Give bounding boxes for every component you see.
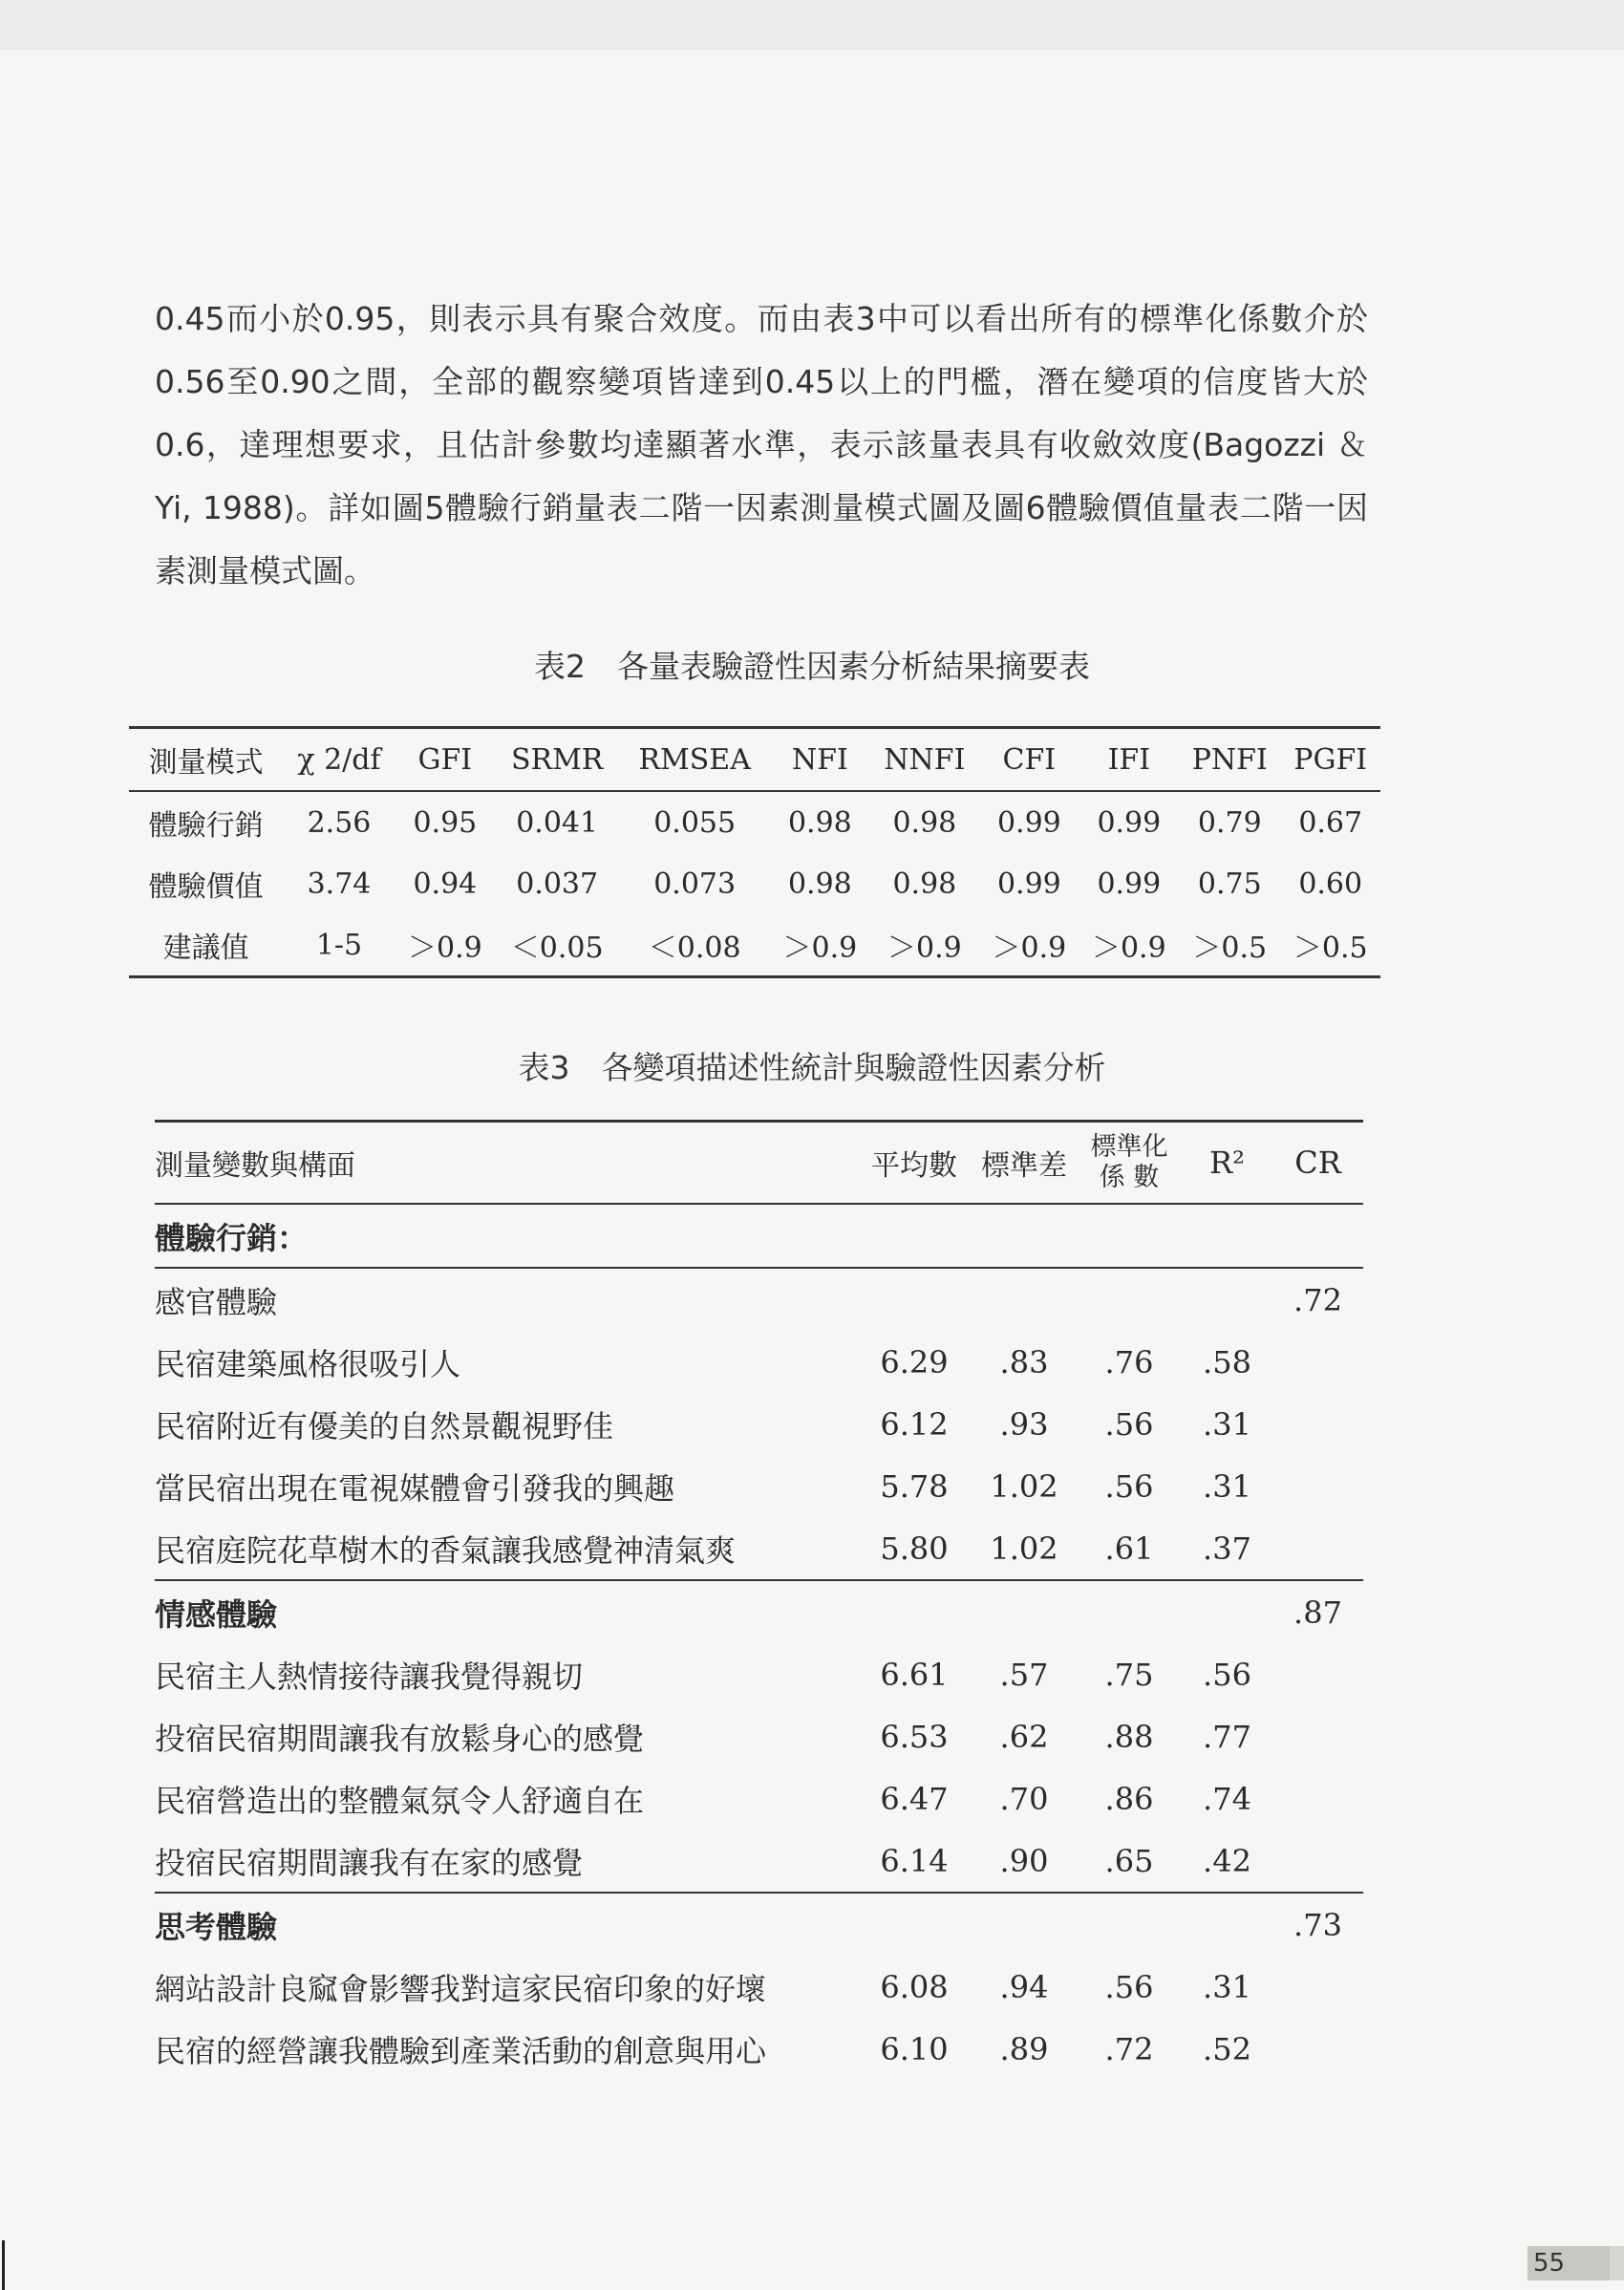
table3-row [155, 2018, 1363, 2080]
table3-row [155, 1268, 1363, 1331]
table3-cell-r2: .42 [1203, 1842, 1251, 1879]
table3-cell-std: .76 [1104, 1343, 1154, 1380]
table3-cell-mean: 6.12 [880, 1405, 949, 1443]
table3-row [155, 1767, 1363, 1830]
table3-cell-cr: .72 [1293, 1281, 1342, 1318]
table3-section-row [155, 1580, 1363, 1643]
table2-cell: ＞0.9 [887, 931, 962, 965]
table3-cell-name: 感官體驗 [155, 1283, 278, 1320]
table3-caption: 表3 各變項描述性統計與驗證性因素分析 [518, 1049, 1106, 1086]
table3-header-cr: CR [1272, 1122, 1363, 1205]
scan-edge-mark [2, 2240, 5, 2290]
table3-cell-std [1077, 1893, 1182, 1956]
table3-header-sd: 標準差 [972, 1122, 1077, 1205]
table3-cell-sd: .93 [999, 1405, 1049, 1443]
table2-cell: ＜0.05 [510, 931, 604, 965]
table2-cell: 0.99 [996, 867, 1061, 901]
table2-cell: ＜0.08 [648, 931, 741, 965]
table2-row-label: 體驗行銷 [148, 809, 264, 843]
table3-cell-std: .61 [1104, 1530, 1154, 1567]
table3-header-std [1077, 1122, 1182, 1205]
table3-cell-name: 當民宿出現在電視媒體會引發我的興趣 [155, 1469, 675, 1507]
table3-cell-mean: 6.14 [880, 1842, 949, 1879]
table3-cell-sd [972, 1204, 1077, 1268]
table3-row [155, 1331, 1363, 1393]
table2-cell: 0.055 [653, 805, 737, 840]
table3-cell-std [1077, 1268, 1182, 1331]
table2-header-pgfi: PGFI [1280, 728, 1380, 792]
table2-caption: 表2 各量表驗證性因素分析結果摘要表 [534, 648, 1090, 685]
table2-cell: ＞0.5 [1192, 931, 1268, 965]
table2-cell: 0.95 [413, 805, 478, 840]
table2-header-srmr: SRMR [495, 728, 619, 792]
table3-cell-cr [1272, 1956, 1363, 2018]
table3-cell-sd: .94 [999, 1968, 1049, 2005]
table2 [129, 726, 1380, 978]
table3-cell-mean: 6.29 [880, 1343, 949, 1380]
table2-header-cfi: CFI [979, 728, 1079, 792]
table2-cell: 0.99 [1097, 805, 1162, 840]
body-paragraph: 0.45而小於0.95，則表示具有聚合效度。而由表3中可以看出所有的標準化係數介於0.56至0.90之間，全部的觀察變項皆達到0.45以上的門檻，潛在變項的信度皆大於0.6，達理想要求，且估計參數均達顯著水準，表示該量表具有收斂效度(Bagozzi ＆ Yi, 1988)。詳如圖5體驗行銷量表二階一因素測量模式圖及圖6體驗價值量表二階一因素測量模式圖。 [155, 300, 1368, 589]
table3-cell-r2 [1182, 1580, 1272, 1643]
table3-header-name: 測量變數與構面 [155, 1122, 857, 1205]
table3-section-row [155, 1204, 1363, 1268]
page-number-tab [1610, 2246, 1624, 2280]
table3-row [155, 1830, 1363, 1893]
table3-cell-cr [1272, 1705, 1363, 1767]
table2-header-pnfi: PNFI [1179, 728, 1280, 792]
table2-header-nfi: NFI [770, 728, 869, 792]
table2-cell: 0.98 [787, 805, 852, 840]
table2-row [129, 791, 1380, 853]
table2-cell: ＞0.9 [407, 931, 482, 965]
table3-cell-mean: 6.61 [880, 1656, 949, 1693]
table2-cell: 0.98 [892, 867, 957, 901]
table2-cell: 0.99 [1097, 867, 1162, 901]
table3-cell-name: 民宿營造出的整體氣氛令人舒適自在 [155, 1782, 645, 1819]
table2-cell: 0.073 [653, 867, 737, 901]
table3-cell-cr [1272, 1393, 1363, 1455]
table3-cell-sd [972, 1893, 1077, 1956]
table3-cell-sd: 1.02 [990, 1530, 1058, 1567]
table3-cell-cr [1272, 2018, 1363, 2080]
table3-cell-name: 民宿附近有優美的自然景觀視野佳 [155, 1407, 614, 1445]
table3-cell-sd: 1.02 [990, 1467, 1058, 1505]
table3-cell-name: 思考體驗 [155, 1893, 857, 1956]
table3-cell-r2 [1182, 1204, 1272, 1268]
table3-cell-sd: .70 [999, 1780, 1049, 1817]
table3-cell-std: .56 [1104, 1467, 1154, 1505]
table3-cell-r2: .37 [1203, 1530, 1251, 1567]
table2-header-rmsea: RMSEA [619, 728, 770, 792]
table3-cell-sd [972, 1268, 1077, 1331]
table3-cell-cr [1272, 1331, 1363, 1393]
table3-cell-std: .75 [1104, 1656, 1154, 1693]
table3-cell-std: .56 [1104, 1405, 1154, 1443]
table3-cell-cr [1272, 1204, 1363, 1268]
table3-cell-r2: .31 [1203, 1405, 1251, 1443]
table3-row [155, 1455, 1363, 1517]
table3-row [155, 1393, 1363, 1455]
table3-cell-r2 [1182, 1893, 1272, 1956]
table3-cell-name: 網站設計良窳會影響我對這家民宿印象的好壞 [155, 1970, 767, 2007]
table2-cell: 3.74 [307, 867, 372, 901]
table3-row [155, 1956, 1363, 2018]
table2-cell: ＞0.5 [1293, 931, 1368, 965]
table3-cell-name: 民宿的經營讓我體驗到產業活動的創意與用心 [155, 2032, 767, 2069]
table3-cell-sd: .89 [999, 2030, 1049, 2067]
table3-cell-mean: 6.47 [880, 1780, 949, 1817]
table3-cell-cr [1272, 1643, 1363, 1705]
table3-cell-r2: .58 [1203, 1343, 1251, 1380]
table3-cell-r2: .31 [1203, 1467, 1251, 1505]
table3-cell-mean: 5.80 [880, 1530, 949, 1567]
table3-header-r2: R² [1182, 1122, 1272, 1205]
table3-cell-name: 民宿主人熱情接待讓我覺得親切 [155, 1658, 584, 1695]
table2-cell: 2.56 [307, 805, 372, 840]
table3-cell-r2: .77 [1203, 1718, 1251, 1755]
table2-cell: 0.79 [1197, 805, 1262, 840]
table2-cell: 0.98 [892, 805, 957, 840]
table3-cell-mean: 5.78 [880, 1467, 949, 1505]
table3-section-row [155, 1893, 1363, 1956]
table3-cell-mean: 6.08 [880, 1968, 949, 2005]
table2-cell: 0.94 [413, 867, 478, 901]
table3-cell-name: 投宿民宿期間讓我有在家的感覺 [155, 1844, 584, 1881]
table3-cell-std: .86 [1104, 1780, 1154, 1817]
table3-cell-cr [1272, 1517, 1363, 1580]
table2-header-row [129, 728, 1380, 792]
table3-header-row [155, 1122, 1363, 1205]
table2-cell: ＞0.9 [1091, 931, 1166, 965]
table3-cell-sd: .57 [999, 1656, 1049, 1693]
table3-header-std-line1: 標準化 [1090, 1132, 1168, 1162]
table3-row [155, 1643, 1363, 1705]
table2-header-nnfi: NNFI [870, 728, 980, 792]
table3-cell-cr [1272, 1830, 1363, 1893]
table3-header-std-line2: 係 數 [1099, 1163, 1160, 1192]
table3 [155, 1120, 1363, 2080]
table3-header-mean: 平均數 [857, 1122, 972, 1205]
table2-row [129, 914, 1380, 977]
table3-cell-cr [1272, 1767, 1363, 1830]
table2-row-label: 建議值 [162, 931, 249, 965]
table3-cell-cr: .73 [1272, 1893, 1363, 1956]
table3-cell-std [1077, 1580, 1182, 1643]
table3-cell-mean [857, 1580, 972, 1643]
table3-cell-sd: .83 [999, 1343, 1049, 1380]
table3-cell-std: .65 [1104, 1842, 1154, 1879]
table2-header-chi: χ 2/df [283, 728, 395, 792]
table3-cell-sd: .62 [999, 1718, 1049, 1755]
table2-cell: ＞0.9 [782, 931, 858, 965]
table3-row [155, 1517, 1363, 1580]
table2-cell: 0.67 [1298, 805, 1363, 840]
table3-cell-sd [972, 1580, 1077, 1643]
table3-cell-mean [857, 1204, 972, 1268]
table3-cell-name: 體驗行銷： [155, 1204, 857, 1268]
table3-cell-mean: 6.10 [880, 2030, 949, 2067]
table3-cell-sd: .90 [999, 1842, 1049, 1879]
table2-cell: ＞0.9 [992, 931, 1067, 965]
table3-cell-name: 情感體驗 [155, 1580, 857, 1643]
table2-row [129, 853, 1380, 914]
scan-top-band [0, 0, 1624, 50]
table3-row [155, 1705, 1363, 1767]
table3-cell-name: 民宿庭院花草樹木的香氣讓我感覺神清氣爽 [155, 1531, 737, 1569]
table2-cell: 0.037 [516, 867, 599, 901]
table2-header-gfi: GFI [395, 728, 495, 792]
table2-cell: 0.041 [516, 805, 599, 840]
table2-row-label: 體驗價值 [148, 870, 264, 904]
table3-cell-r2: .74 [1203, 1780, 1251, 1817]
table3-cell-cr: .87 [1272, 1580, 1363, 1643]
table2-header-ifi: IFI [1079, 728, 1179, 792]
table3-cell-r2 [1182, 1268, 1272, 1331]
table3-cell-cr [1272, 1455, 1363, 1517]
table2-header-model: 測量模式 [129, 728, 283, 792]
table2-cell: 0.60 [1298, 867, 1363, 901]
table2-cell: 0.98 [787, 867, 852, 901]
table3-cell-mean [857, 1268, 972, 1331]
table2-cell: 0.75 [1197, 867, 1262, 901]
table3-cell-std: .72 [1104, 2030, 1154, 2067]
table2-cell: 1-5 [315, 928, 363, 962]
table3-cell-mean [857, 1893, 972, 1956]
table3-cell-std [1077, 1204, 1182, 1268]
table3-cell-name: 投宿民宿期間讓我有放鬆身心的感覺 [155, 1720, 645, 1757]
table2-cell: 0.99 [996, 805, 1061, 840]
table3-cell-mean: 6.53 [880, 1718, 949, 1755]
table3-cell-r2: .56 [1203, 1656, 1251, 1693]
page-number: 55 [1528, 2246, 1610, 2280]
table3-cell-name: 民宿建築風格很吸引人 [155, 1345, 461, 1382]
table3-cell-r2: .52 [1203, 2030, 1251, 2067]
table3-cell-std: .88 [1104, 1718, 1154, 1755]
table3-cell-std: .56 [1104, 1968, 1154, 2005]
table3-cell-r2: .31 [1203, 1968, 1251, 2005]
